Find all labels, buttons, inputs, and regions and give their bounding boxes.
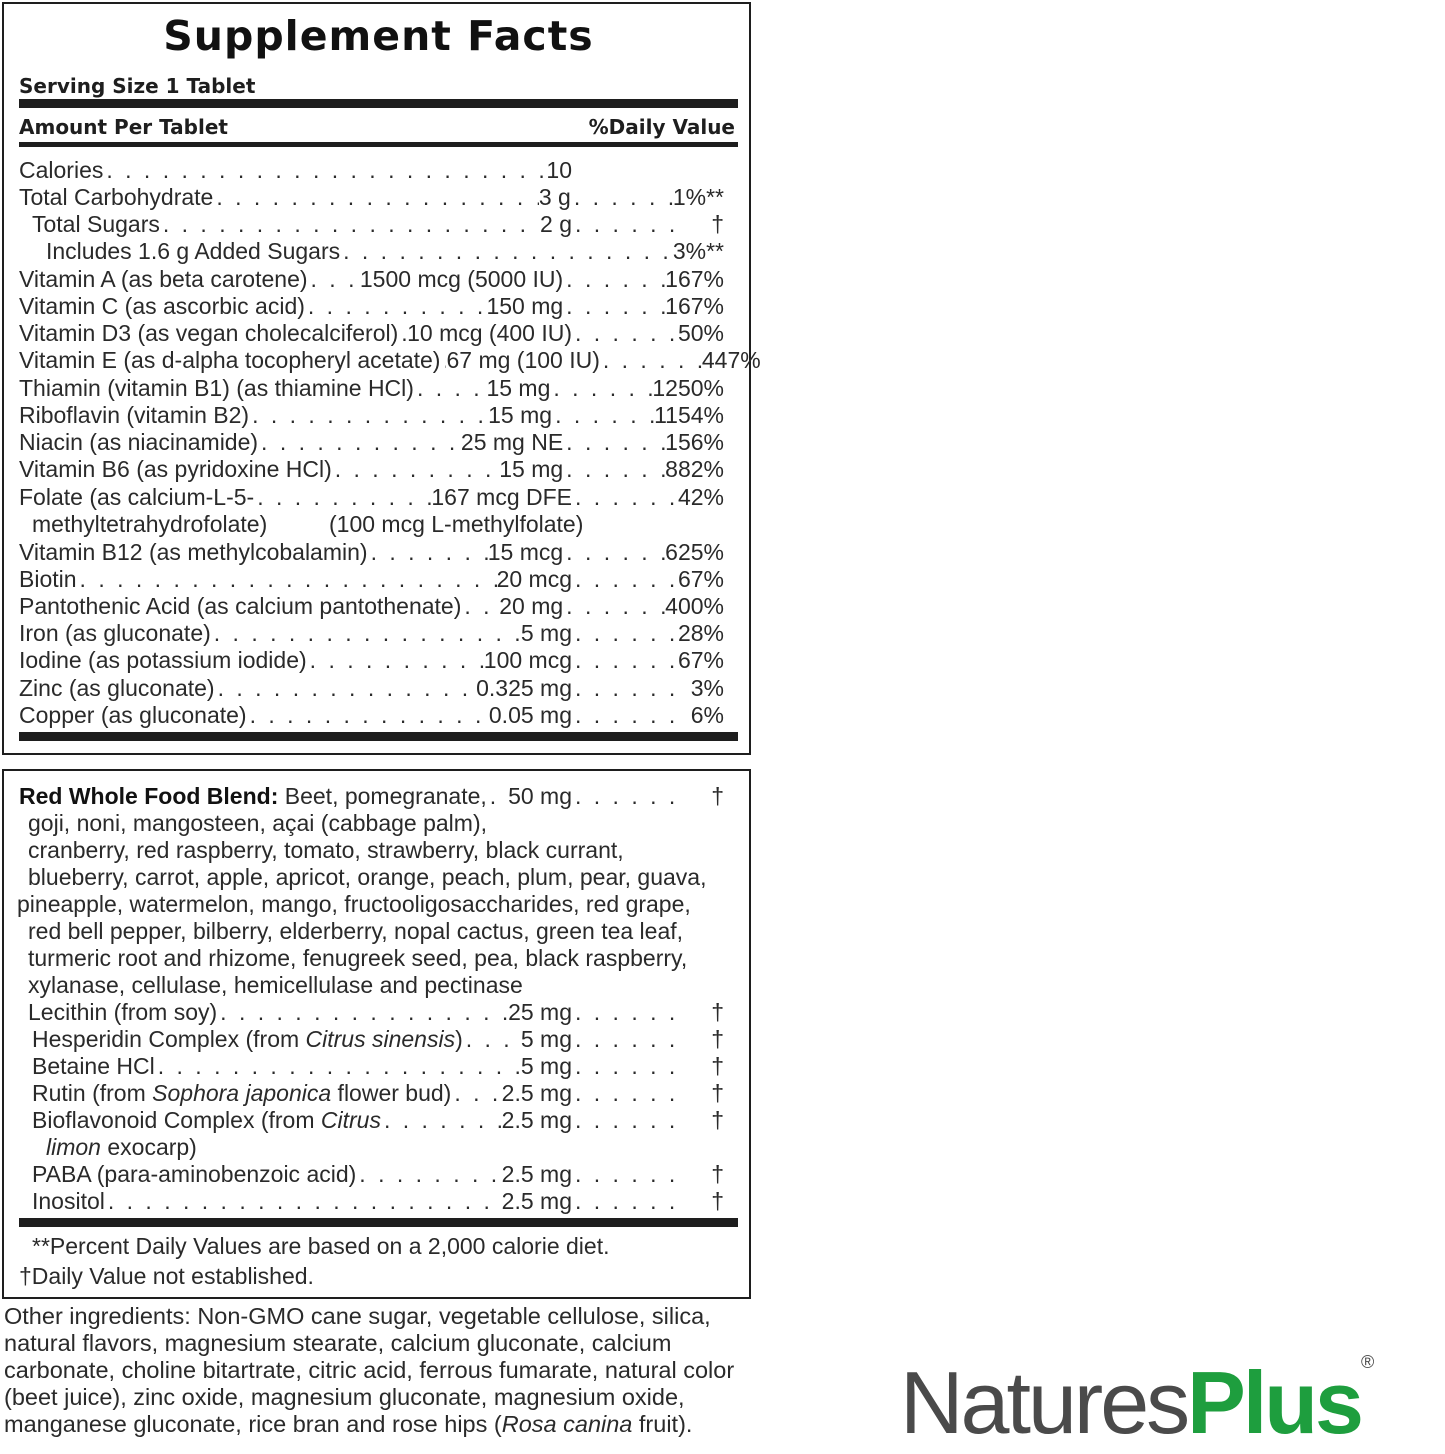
nutrient-label: Vitamin E (as d-alpha tocopheryl acetate) <box>19 347 441 373</box>
hesperidin-row: Hesperidin Complex (from Citrus sinensis) . . . 5 mg . . . † <box>32 1026 724 1054</box>
blend-line: pineapple, watermelon, mango, fructooligosaccharides, red grape, <box>17 891 691 917</box>
nutrient-row <box>32 211 724 239</box>
nutrient-row <box>46 238 724 266</box>
nutrient-row <box>19 320 724 348</box>
nutrient-label: Vitamin C (as ascorbic acid) <box>19 293 305 319</box>
nutrient-label: Iodine (as potassium iodide) <box>19 647 307 673</box>
nutrient-amount: 3 g <box>538 184 571 210</box>
naturesplus-logo: NaturesPlus® <box>900 1352 1375 1452</box>
nutrient-dv: 1%** <box>672 184 724 210</box>
nutrient-amount: 67 mg (100 IU) <box>446 347 600 373</box>
nutrient-label: Vitamin A (as beta carotene) <box>19 266 308 292</box>
nutrient-row <box>19 456 724 484</box>
nutrient-label: Calories <box>19 157 104 183</box>
nutrient-label: Includes 1.6 g Added Sugars <box>46 238 341 264</box>
folate-methylfolate: (100 mcg L-methylfolate) <box>329 511 584 537</box>
nutrient-row <box>19 647 724 675</box>
nutrient-label: Vitamin D3 (as vegan cholecalciferol) <box>19 320 399 346</box>
nutrient-dv: 3%** <box>672 238 724 264</box>
nutrient-amount: 2 g <box>540 211 572 237</box>
nutrient-dv: 1154% <box>654 402 724 428</box>
nutrient-dv: 625% <box>665 539 724 565</box>
nutrient-label: Vitamin B6 (as pyridoxine HCl) <box>19 456 332 482</box>
nutrient-amount: 0.05 mg <box>488 702 572 728</box>
nutrient-amount: 10 <box>546 157 572 183</box>
nutrient-amount: 15 mg <box>488 402 553 428</box>
blend-line: goji, noni, mangosteen, açai (cabbage palm), <box>28 810 488 836</box>
nutrient-row <box>19 157 724 185</box>
nutrient-row <box>19 566 724 594</box>
nutrient-amount: 20 mg <box>499 593 564 619</box>
blend-line: red bell pepper, bilberry, elderberry, nopal cactus, green tea leaf, <box>28 918 684 944</box>
nutrient-row <box>19 402 724 430</box>
nutrient-row <box>19 293 724 321</box>
nutrient-row <box>19 347 761 375</box>
nutrient-row <box>19 184 724 212</box>
blend-line: blueberry, carrot, apple, apricot, orange, peach, plum, pear, guava, <box>28 864 707 890</box>
thick-divider-bottom <box>19 732 738 741</box>
nutrient-label: Riboflavin (vitamin B2) <box>19 402 250 428</box>
betaine-row: Betaine HCl . . . 5 mg . . . † <box>32 1053 724 1081</box>
nutrient-dv: 28% <box>677 620 724 646</box>
nutrient-row <box>19 539 724 567</box>
nutrient-label: Total Carbohydrate <box>19 184 214 210</box>
nutrient-row <box>19 375 724 403</box>
blend-dv: † <box>711 783 724 809</box>
blend-name: Red Whole Food Blend: <box>19 783 279 809</box>
nutrient-label: Copper (as gluconate) <box>19 702 247 728</box>
supplement-facts-panel <box>2 2 761 755</box>
nutrient-label: Niacin (as niacinamide) <box>19 429 259 455</box>
nutrient-amount: 1500 mcg (5000 IU) <box>359 266 564 292</box>
nutrient-amount: 10 mcg (400 IU) <box>407 320 572 346</box>
blend-line: cranberry, red raspberry, tomato, strawberry, black currant, <box>28 837 624 863</box>
nutrient-label: Iron (as gluconate) <box>19 620 211 646</box>
nutrient-row <box>19 593 724 621</box>
nutrient-row <box>19 484 724 512</box>
nutrient-row <box>19 429 724 457</box>
other-ingredients: Other ingredients: Non-GMO cane sugar, vegetable cellulose, silica, natural flavors, magnesium stearate, calcium gluconate, calcium carbonate, choline bitartrate, citric acid, ferrous fumarate, natural color (beet juice), zinc oxide, magnesium gluconate, magnesium oxide, manganese gluconate, rice bran and rose hips (Rosa canina fruit). <box>4 1303 735 1437</box>
footnote-dagger: †Daily Value not established. <box>19 1263 314 1289</box>
amount-header: Amount Per Tablet <box>19 115 228 139</box>
nutrient-label: Pantothenic Acid (as calcium pantothenate) <box>19 593 462 619</box>
nutrient-row <box>19 675 724 703</box>
blend-first-line: Beet, pomegranate, <box>284 783 487 809</box>
nutrient-dv: 6% <box>690 702 724 728</box>
folate-continuation: methyltetrahydrofolate) <box>32 511 268 537</box>
nutrient-dv: 50% <box>677 320 724 346</box>
nutrient-dv: 400% <box>665 593 724 619</box>
nutrient-dv: 1250% <box>652 375 724 401</box>
nutrient-dv: 447% <box>701 347 761 373</box>
nutrient-amount: 15 mg <box>499 456 564 482</box>
nutrient-label: Vitamin B12 (as methylcobalamin) <box>19 539 368 565</box>
blend-panel <box>2 769 751 1299</box>
lecithin-row: Lecithin (from soy) . . . 25 mg . . . † <box>28 999 724 1027</box>
blend-line: xylanase, cellulase, hemicellulase and pectinase <box>28 972 523 998</box>
medium-divider <box>19 142 738 147</box>
nutrient-amount: 167 mcg DFE <box>431 484 572 510</box>
inositol-row: Inositol . . . 2.5 mg . . . † <box>32 1188 724 1216</box>
panel-title: Supplement Facts <box>163 12 594 60</box>
nutrient-amount: 15 mg <box>486 375 551 401</box>
nutrient-row <box>19 266 724 294</box>
nutrient-amount: 0.325 mg <box>476 675 572 701</box>
nutrient-dv: 167% <box>665 266 724 292</box>
nutrient-amount: 15 mcg <box>487 539 564 565</box>
nutrient-amount: 25 mg NE <box>460 429 564 455</box>
nutrient-dv: 67% <box>677 647 724 673</box>
nutrient-dv: 67% <box>677 566 724 592</box>
blend-row <box>19 783 724 811</box>
nutrient-amount: 5 mg <box>520 620 572 646</box>
nutrient-dv: 42% <box>677 484 724 510</box>
nutrient-amount: 150 mg <box>486 293 564 319</box>
bioflavonoid-row: Bioflavonoid Complex (from Citrus . . . 2.5 mg . . . † <box>32 1107 724 1135</box>
nutrient-dv: † <box>711 211 724 237</box>
nutrient-label: Thiamin (vitamin B1) (as thiamine HCl) <box>19 375 414 401</box>
paba-row: PABA (para-aminobenzoic acid) . . . 2.5 mg . . . † <box>32 1161 724 1189</box>
nutrient-dv: 3% <box>690 675 724 701</box>
nutrient-amount: 20 mcg <box>496 566 572 592</box>
nutrient-amount: 100 mcg <box>483 647 572 673</box>
nutrient-row <box>19 620 724 648</box>
nutrient-row <box>19 702 724 730</box>
serving-size: Serving Size 1 Tablet <box>19 74 256 98</box>
bioflavonoid-continuation: limon exocarp) <box>46 1134 197 1160</box>
nutrient-dv: 156% <box>665 429 724 455</box>
thick-divider <box>19 99 738 108</box>
nutrient-label: Total Sugars <box>32 211 160 237</box>
thick-divider-footnotes <box>19 1218 738 1227</box>
nutrient-label: Zinc (as gluconate) <box>19 675 215 701</box>
nutrient-dv: 167% <box>665 293 724 319</box>
blend-amount: 50 mg <box>508 783 572 809</box>
daily-value-header: %Daily Value <box>588 115 735 139</box>
footnote-percent: **Percent Daily Values are based on a 2,000 calorie diet. <box>32 1233 610 1259</box>
rutin-row: Rutin (from Sophora japonica flower bud) . . . 2.5 mg . . . † <box>32 1080 724 1108</box>
nutrient-label: Folate (as calcium-L-5- <box>19 484 255 510</box>
nutrient-label: Biotin <box>19 566 77 592</box>
blend-line: turmeric root and rhizome, fenugreek seed, pea, black raspberry, <box>28 945 688 971</box>
nutrient-dv: 882% <box>665 456 724 482</box>
